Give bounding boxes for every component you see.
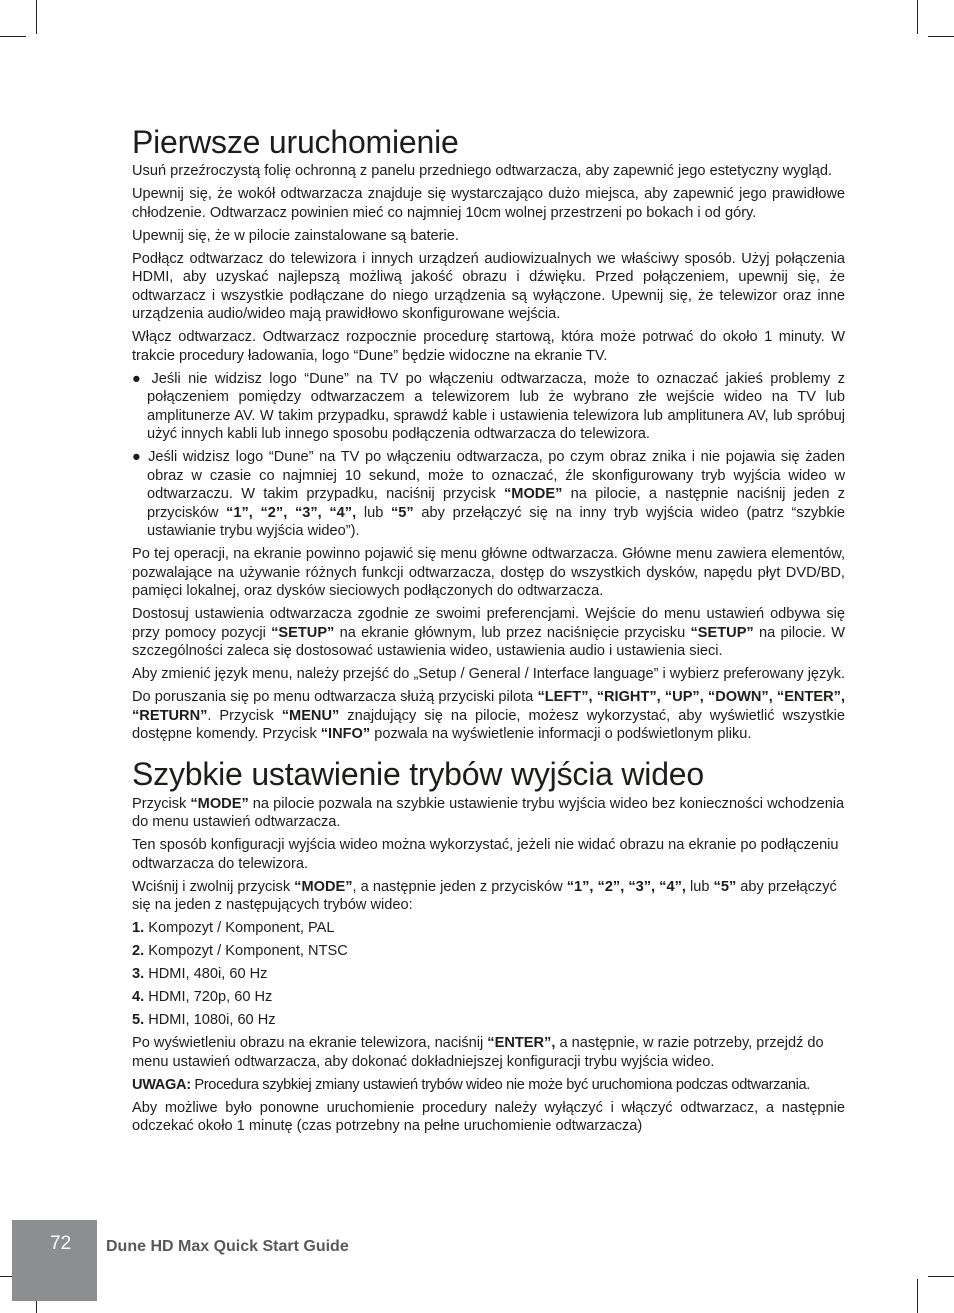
crop-mark xyxy=(36,0,37,34)
paragraph: Po wyświetleniu obrazu na ekranie telewizora, naciśnij “ENTER”, a następnie, w razie potrzeby, przejdź do menu ustawień odtwarzacza, aby dokonać dokładniejszej konfiguracji trybu wyjścia wideo. xyxy=(132,1035,824,1070)
mode-item: 4. HDMI, 720p, 60 Hz xyxy=(132,989,273,1005)
crop-mark xyxy=(928,36,954,37)
bullet-item: ● Jeśli widzisz logo “Dune” na TV po włączeniu odtwarzacza, po czym obraz znika i nie pojawia się żaden obraz w czasie co najmniej 10 sekund, może to oznaczać, źle skonfigurowany tryb wyjścia wideo w odtwarzaczu. W takim przypadku, naciśnij przycisk “MODE” na pilocie, a następnie naciśnij jeden z przycisków “1”, “2”, “3”, “4”, lub “5” aby przełączyć się na inny tryb wyjścia wideo (patrz “szybkie ustawianie trybu wyjścia wideo”). xyxy=(132,449,845,539)
paragraph: Włącz odtwarzacz. Odtwarzacz rozpocznie procedurę startową, która może potrwać do około 1 minuty. W trakcie procedury ładowania, logo “Dune” będzie widoczne na ekranie TV. xyxy=(132,329,845,364)
paragraph: Dostosuj ustawienia odtwarzacza zgodnie ze swoimi preferencjami. Wejście do menu ustawień odbywa się przy pomocy pozycji “SETUP” na ekranie głównym, lub przez naciśnięcie przycisku “SETUP” na pilocie. W szczególności zaleca się dostosować ustawienia wideo, ustawienia audio i ustawienia sieci. xyxy=(132,606,845,659)
paragraph: Usuń przeźroczystą folię ochronną z panelu przedniego odtwarzacza, aby zapewnić jego estetyczny wygląd. xyxy=(132,163,833,179)
paragraph: Do poruszania się po menu odtwarzacza służą przyciski pilota “LEFT”, “RIGHT”, “UP”, “DOWN”, “ENTER”, “RETURN”. Przycisk “MENU” znajdujący się na pilocie, możesz wykorzystać, aby wyświetlić wszystkie dostępne komendy. Przycisk “INFO” pozwala na wyświetlenie informacji o podświetlonym pliku. xyxy=(132,689,846,742)
crop-mark xyxy=(0,36,26,37)
crop-mark xyxy=(917,1279,918,1313)
guide-title: Dune HD Max Quick Start Guide xyxy=(106,1238,349,1255)
paragraph: Upewnij się, że wokół odtwarzacza znajduje się wystarczająco dużo miejsca, aby zapewnić jego prawidłowe chłodzenie. Odtwarzacz powinien mieć co najmniej 10cm wolnej przestrzeni po bokach i od góry. xyxy=(132,186,845,221)
page-content xyxy=(132,122,845,1140)
section-title: Pierwsze uruchomienie xyxy=(132,124,459,160)
crop-mark xyxy=(917,0,918,34)
paragraph: Podłącz odtwarzacz do telewizora i innych urządzeń audiowizualnych we właściwy sposób. Użyj połączenia HDMI, aby uzyskać najlepszą możliwą jakość obrazu i dźwięku. Przed połączeniem, upewnij się, że odtwarzacz i wszystkie podłączane do niego urządzenia są wyłączone. Upewnij się, że telewizor oraz inne urządzenia audio/wideo mają prawidłowo skonfigurowane wejścia. xyxy=(132,250,845,322)
mode-item: 5. HDMI, 1080i, 60 Hz xyxy=(132,1012,276,1028)
paragraph: Aby możliwe było ponowne uruchomienie procedury należy wyłączyć i włączyć odtwarzacz, a następnie odczekać około 1 minutę (czas potrzebny na pełne uruchomienie odtwarzacza) xyxy=(132,1099,845,1134)
paragraph: Po tej operacji, na ekranie powinno pojawić się menu główne odtwarzacza. Główne menu zawiera elementów, pozwalające na używanie różnych funkcji odtwarzacza, dostęp do wszystkich dysków, napędu płyt DVD/BD, pamięci lokalnej, oraz dysków sieciowych podłączonych do odtwarzacza. xyxy=(132,546,845,599)
section-title: Szybkie ustawienie trybów wyjścia wideo xyxy=(132,755,704,792)
mode-item: 1. Kompozyt / Komponent, PAL xyxy=(132,920,335,936)
paragraph: Przycisk “MODE” na pilocie pozwala na szybkie ustawienie trybu wyjścia wideo bez konieczności wchodzenia do menu ustawień odtwarzacza. xyxy=(132,795,845,830)
crop-mark xyxy=(928,1276,954,1277)
paragraph: Aby zmienić język menu, należy przejść do „Setup / General / Interface language” i wybierz preferowany język. xyxy=(132,666,845,682)
paragraph: Wciśnij i zwolnij przycisk “MODE”, a następnie jeden z przycisków “1”, “2”, “3”, “4”, lub “5” aby przełączyć się na jeden z następujących trybów wideo: xyxy=(132,878,837,913)
paragraph: Upewnij się, że w pilocie zainstalowane są baterie. xyxy=(132,227,459,244)
bullet-item: ● Jeśli nie widzisz logo “Dune” na TV po włączeniu odtwarzacza, może to oznaczać jakieś problemy z połączeniem pomiędzy odtwarzaczem a telewizorem lub że wybrano złe wejście wideo na TV lub amplitunerze AV. W takim przypadku, sprawdź kable i ustawienia telewizora lub amplitunera AV, lub spróbuj użyć innych kabli lub innego sposobu podłączenia odtwarzacza do telewizora. xyxy=(132,370,845,442)
mode-item: 2. Kompozyt / Komponent, NTSC xyxy=(132,943,348,959)
paragraph: Ten sposób konfiguracji wyjścia wideo można wykorzystać, jeżeli nie widać obrazu na ekranie po podłączeniu odtwarzacza do telewizora. xyxy=(132,837,839,872)
page-number: 72 xyxy=(50,1233,72,1254)
note: UWAGA: Procedura szybkiej zmiany ustawień trybów wideo nie może być uruchomiona podczas odtwarzania. xyxy=(132,1076,810,1093)
mode-item: 3. HDMI, 480i, 60 Hz xyxy=(132,966,268,982)
